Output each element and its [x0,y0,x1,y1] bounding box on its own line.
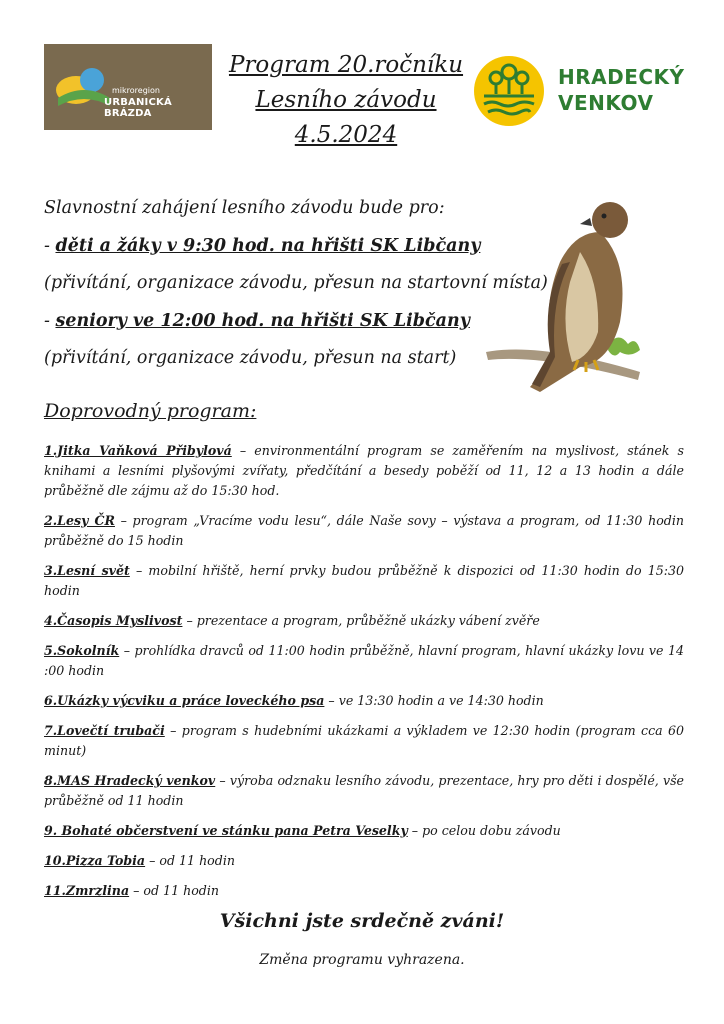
item-name: 11.Zmrzlina [44,883,130,898]
logo-line: VENKOV [558,91,654,115]
list-item [44,611,684,631]
bullet-dash: - [44,310,56,331]
list-item [44,691,684,711]
seniors-schedule: seniory ve 12:00 hod. na hřišti SK Libčany [55,310,470,331]
item-name: 7.Lovečtí trubači [44,723,165,738]
item-text: – program „Vracíme vodu lesu“, dále Naše sovy – výstava a program, od 11:30 hodin průběžně do 15 hodin [44,513,684,548]
item-name: 1.Jitka Vaňková Přibylová [44,443,232,458]
intro-seniors [44,303,504,341]
item-text: – ve 13:30 hodin a ve 14:30 hodin [324,693,544,708]
intro-children [44,228,504,266]
list-item [44,441,684,501]
program-title: Doprovodný program: [44,400,257,422]
list-item [44,511,684,551]
item-text: – prezentace a program, průběžně ukázky vábení zvěře [182,613,540,628]
list-item [44,721,684,761]
bullet-dash: - [44,235,56,256]
title-line: 4.5.2024 [294,122,398,148]
intro-section [44,190,548,378]
item-name: 5.Sokolník [44,643,120,658]
list-item [44,851,684,871]
item-name: 4.Časopis Myslivost [44,613,183,628]
item-name: 3.Lesní svět [44,563,130,578]
item-name: 2.Lesy ČR [44,513,115,528]
program-list [44,441,684,911]
list-item [44,881,684,901]
list-item [44,771,684,811]
urbanicka-brazda-logo [44,44,212,130]
item-text: – po celou dobu závodu [407,823,561,838]
logo-small-text: mikroregion [112,86,160,95]
item-text: – prohlídka dravců od 11:00 hodin průběžně, hlavní program, hlavní ukázky lovu ve 14 :00 hodin [44,643,684,678]
list-item [44,821,684,841]
intro-seniors-note: (přivítání, organizace závodu, přesun na start) [44,348,457,368]
item-text: – program s hudebními ukázkami a výkladem ve 12:30 hodin (program cca 60 minut) [44,723,684,758]
item-text: – od 11 hodin [145,853,235,868]
item-text: – od 11 hodin [129,883,219,898]
item-name: 10.Pizza Tobia [44,853,146,868]
list-item [44,561,684,601]
item-text: – environmentální program se zaměřením na myslivost, stánek s knihami a lesními plyšovými zvířaty, předčítání a besedy poběží od 11, 12 a 13 hodin a dále průběžně dle zájmu až do 15:30 hod. [44,443,684,498]
item-name: 8.MAS Hradecký venkov [44,773,216,788]
children-schedule: děti a žáky v 9:30 hod. na hřišti SK Libčany [55,235,481,256]
logo-line: HRADECKÝ [558,65,685,89]
title-line: Lesního závodu [255,87,437,113]
title-line: Program 20.ročníku [228,52,464,78]
change-note: Změna programu vyhrazena. [259,952,465,968]
buzzard-icon [480,192,650,402]
page-title [220,48,472,153]
closing-invitation: Všichni jste srdečně zváni! [219,910,505,932]
item-name: 9. Bohaté občerstvení ve stánku pana Petra Veselky [44,823,408,838]
logo-big-text: URBANICKÁ BRÁZDA [104,97,172,119]
hradecky-venkov-logo-text [558,64,685,116]
item-text: – mobilní hřiště, herní prvky budou průběžně k dispozici od 11:30 hodin do 15:30 hodin [44,563,684,598]
hradecky-venkov-logo-icon [472,54,546,128]
intro-heading: Slavnostní zahájení lesního závodu bude pro: [44,198,445,218]
intro-children-note: (přivítání, organizace závodu, přesun na startovní místa) [44,273,548,293]
item-name: 6.Ukázky výcviku a práce loveckého psa [44,693,325,708]
list-item [44,641,684,681]
item-text: – výroba odznaku lesního závodu, prezentace, hry pro děti i dospělé, vše průběžně od 11 hodin [44,773,684,808]
